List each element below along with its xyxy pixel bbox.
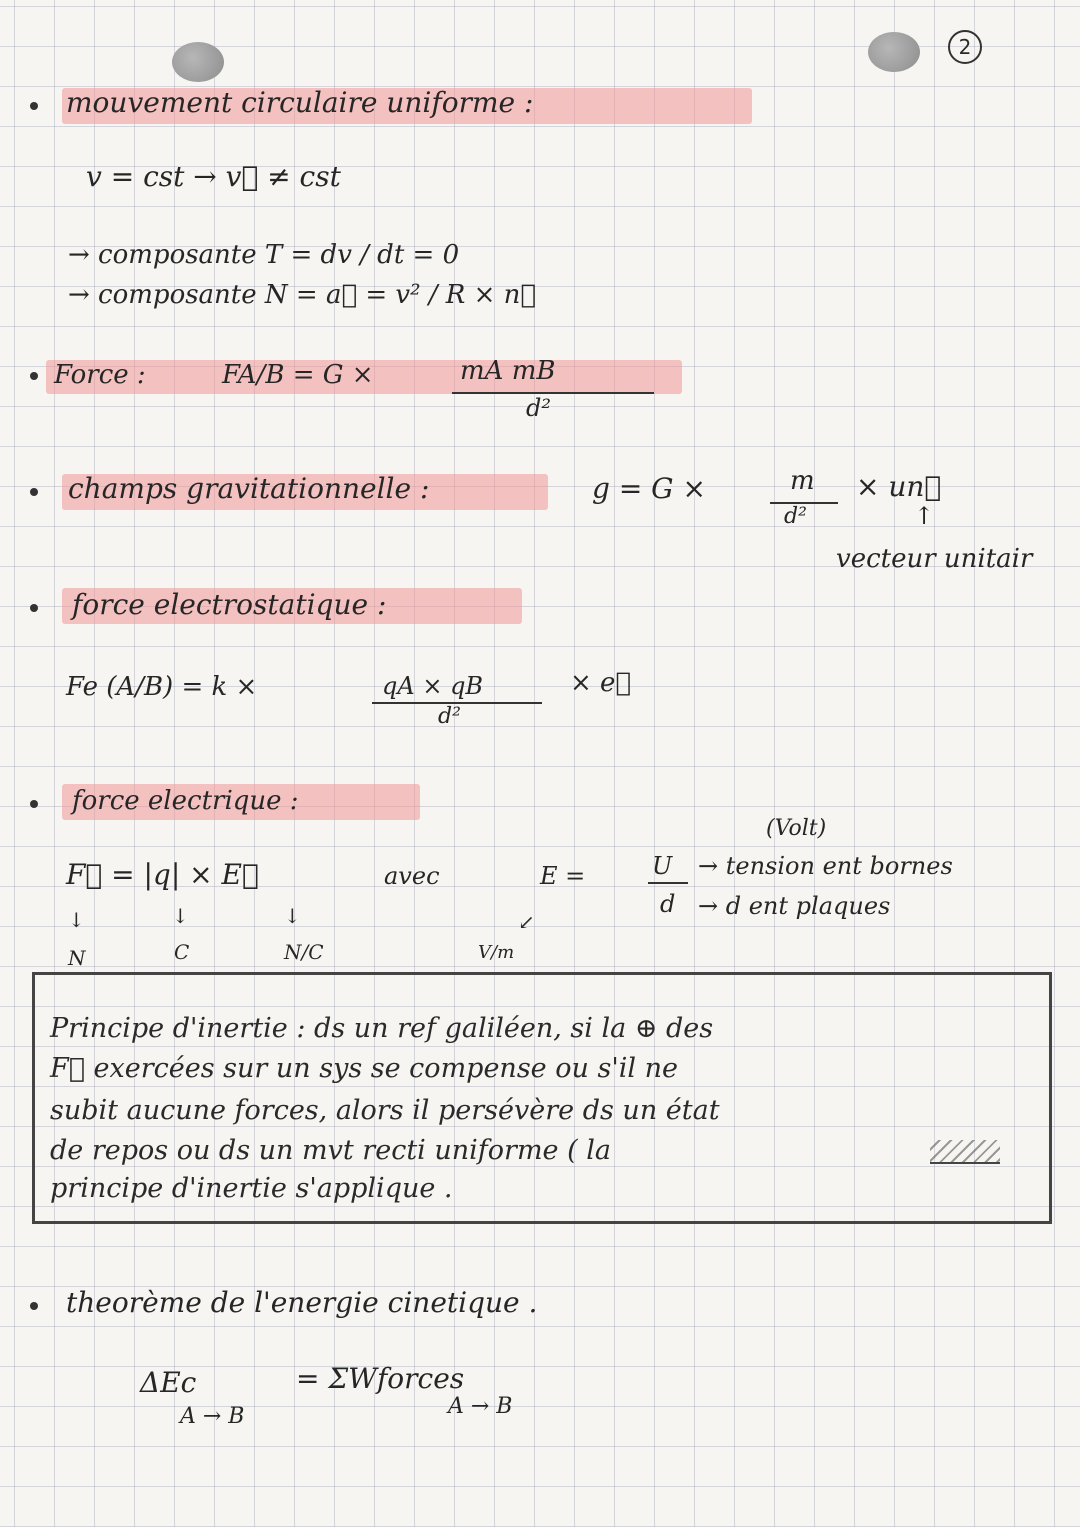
gravity-lhs: g = G × bbox=[592, 472, 706, 505]
up-arrow-icon: ↑ bbox=[914, 502, 935, 530]
bullet bbox=[30, 102, 38, 110]
gravity-rhs: × un⃗ bbox=[856, 470, 942, 503]
binder-hole-right bbox=[868, 32, 920, 72]
down-arrow-icon: ↙ bbox=[518, 910, 535, 934]
crossed-out-word bbox=[930, 1140, 1000, 1164]
unit-coulomb: C bbox=[174, 940, 190, 964]
distance-note: → d ent plaques bbox=[698, 892, 891, 920]
volt-unit: (Volt) bbox=[766, 816, 827, 841]
down-arrow-icon: ↓ bbox=[68, 908, 85, 932]
bullet bbox=[30, 604, 38, 612]
bullet bbox=[30, 1302, 38, 1310]
force-numerator: mA mB bbox=[460, 356, 556, 386]
kinetic-rhs: = ΣWforces bbox=[296, 1362, 465, 1395]
mcu-component-n: → composante N = a⃗ = v² / R × n⃗ bbox=[68, 280, 537, 310]
electrostatic-rhs: × e⃗ bbox=[570, 668, 632, 698]
electrostatic-numerator: qA × qB bbox=[382, 672, 484, 700]
principle-line-3: subit aucune forces, alors il persévère ds un état bbox=[50, 1095, 720, 1126]
principle-line-4: de repos ou ds un mvt recti uniforme ( la bbox=[50, 1135, 611, 1166]
binder-hole-left bbox=[172, 42, 224, 82]
down-arrow-icon: ↓ bbox=[172, 904, 189, 928]
section-title-mcu: mouvement circulaire uniforme : bbox=[66, 86, 534, 119]
bullet bbox=[30, 488, 38, 496]
down-arrow-icon: ↓ bbox=[284, 904, 301, 928]
force-label: Force : bbox=[54, 360, 146, 390]
unit-volt-per-meter: V/m bbox=[478, 942, 515, 963]
bullet bbox=[30, 800, 38, 808]
principle-line-2: F⃗ exercées sur un sys se compense ou s'il ne bbox=[50, 1053, 678, 1084]
kinetic-lhs: ΔEc bbox=[140, 1366, 197, 1399]
electrostatic-lhs: Fe (A/B) = k × bbox=[66, 672, 258, 702]
section-title-electric: force electrique : bbox=[72, 786, 299, 816]
unit-newton-per-coulomb: N/C bbox=[284, 940, 324, 964]
field-denominator: d bbox=[660, 890, 676, 918]
fraction-line bbox=[452, 392, 654, 394]
bullet bbox=[30, 372, 38, 380]
section-title-gravity: champs gravitationnelle : bbox=[68, 472, 430, 505]
field-numerator: U bbox=[652, 852, 673, 880]
gravity-numerator: m bbox=[790, 466, 815, 496]
field-eq: E = bbox=[540, 862, 586, 890]
force-denominator: d² bbox=[526, 394, 551, 422]
avec-text: avec bbox=[384, 862, 440, 890]
page-number: 2 bbox=[948, 30, 982, 64]
section-title-kinetic-energy: theorème de l'energie cinetique . bbox=[66, 1286, 538, 1319]
mcu-speed-line: v = cst → v⃗ ≠ cst bbox=[86, 160, 341, 193]
fraction-line bbox=[648, 882, 688, 884]
principle-line-1: Principe d'inertie : ds un ref galiléen, si la ⊕ des bbox=[50, 1013, 714, 1044]
unit-vector-note: vecteur unitair bbox=[836, 544, 1033, 574]
kinetic-lhs-subscript: A → B bbox=[180, 1404, 245, 1429]
electrostatic-denominator: d² bbox=[438, 704, 461, 729]
section-title-electrostatic: force electrostatique : bbox=[72, 588, 387, 621]
force-lhs: FA/B = G × bbox=[222, 360, 374, 390]
electric-formula: F⃗ = |q| × E⃗ bbox=[66, 858, 259, 891]
tension-note: → tension ent bornes bbox=[698, 852, 953, 880]
mcu-component-t: → composante T = dv / dt = 0 bbox=[68, 240, 460, 270]
kinetic-rhs-subscript: A → B bbox=[448, 1394, 513, 1419]
gravity-denominator: d² bbox=[784, 504, 807, 529]
principle-line-5: principe d'inertie s'applique . bbox=[50, 1173, 453, 1204]
unit-newton: N bbox=[68, 946, 86, 970]
